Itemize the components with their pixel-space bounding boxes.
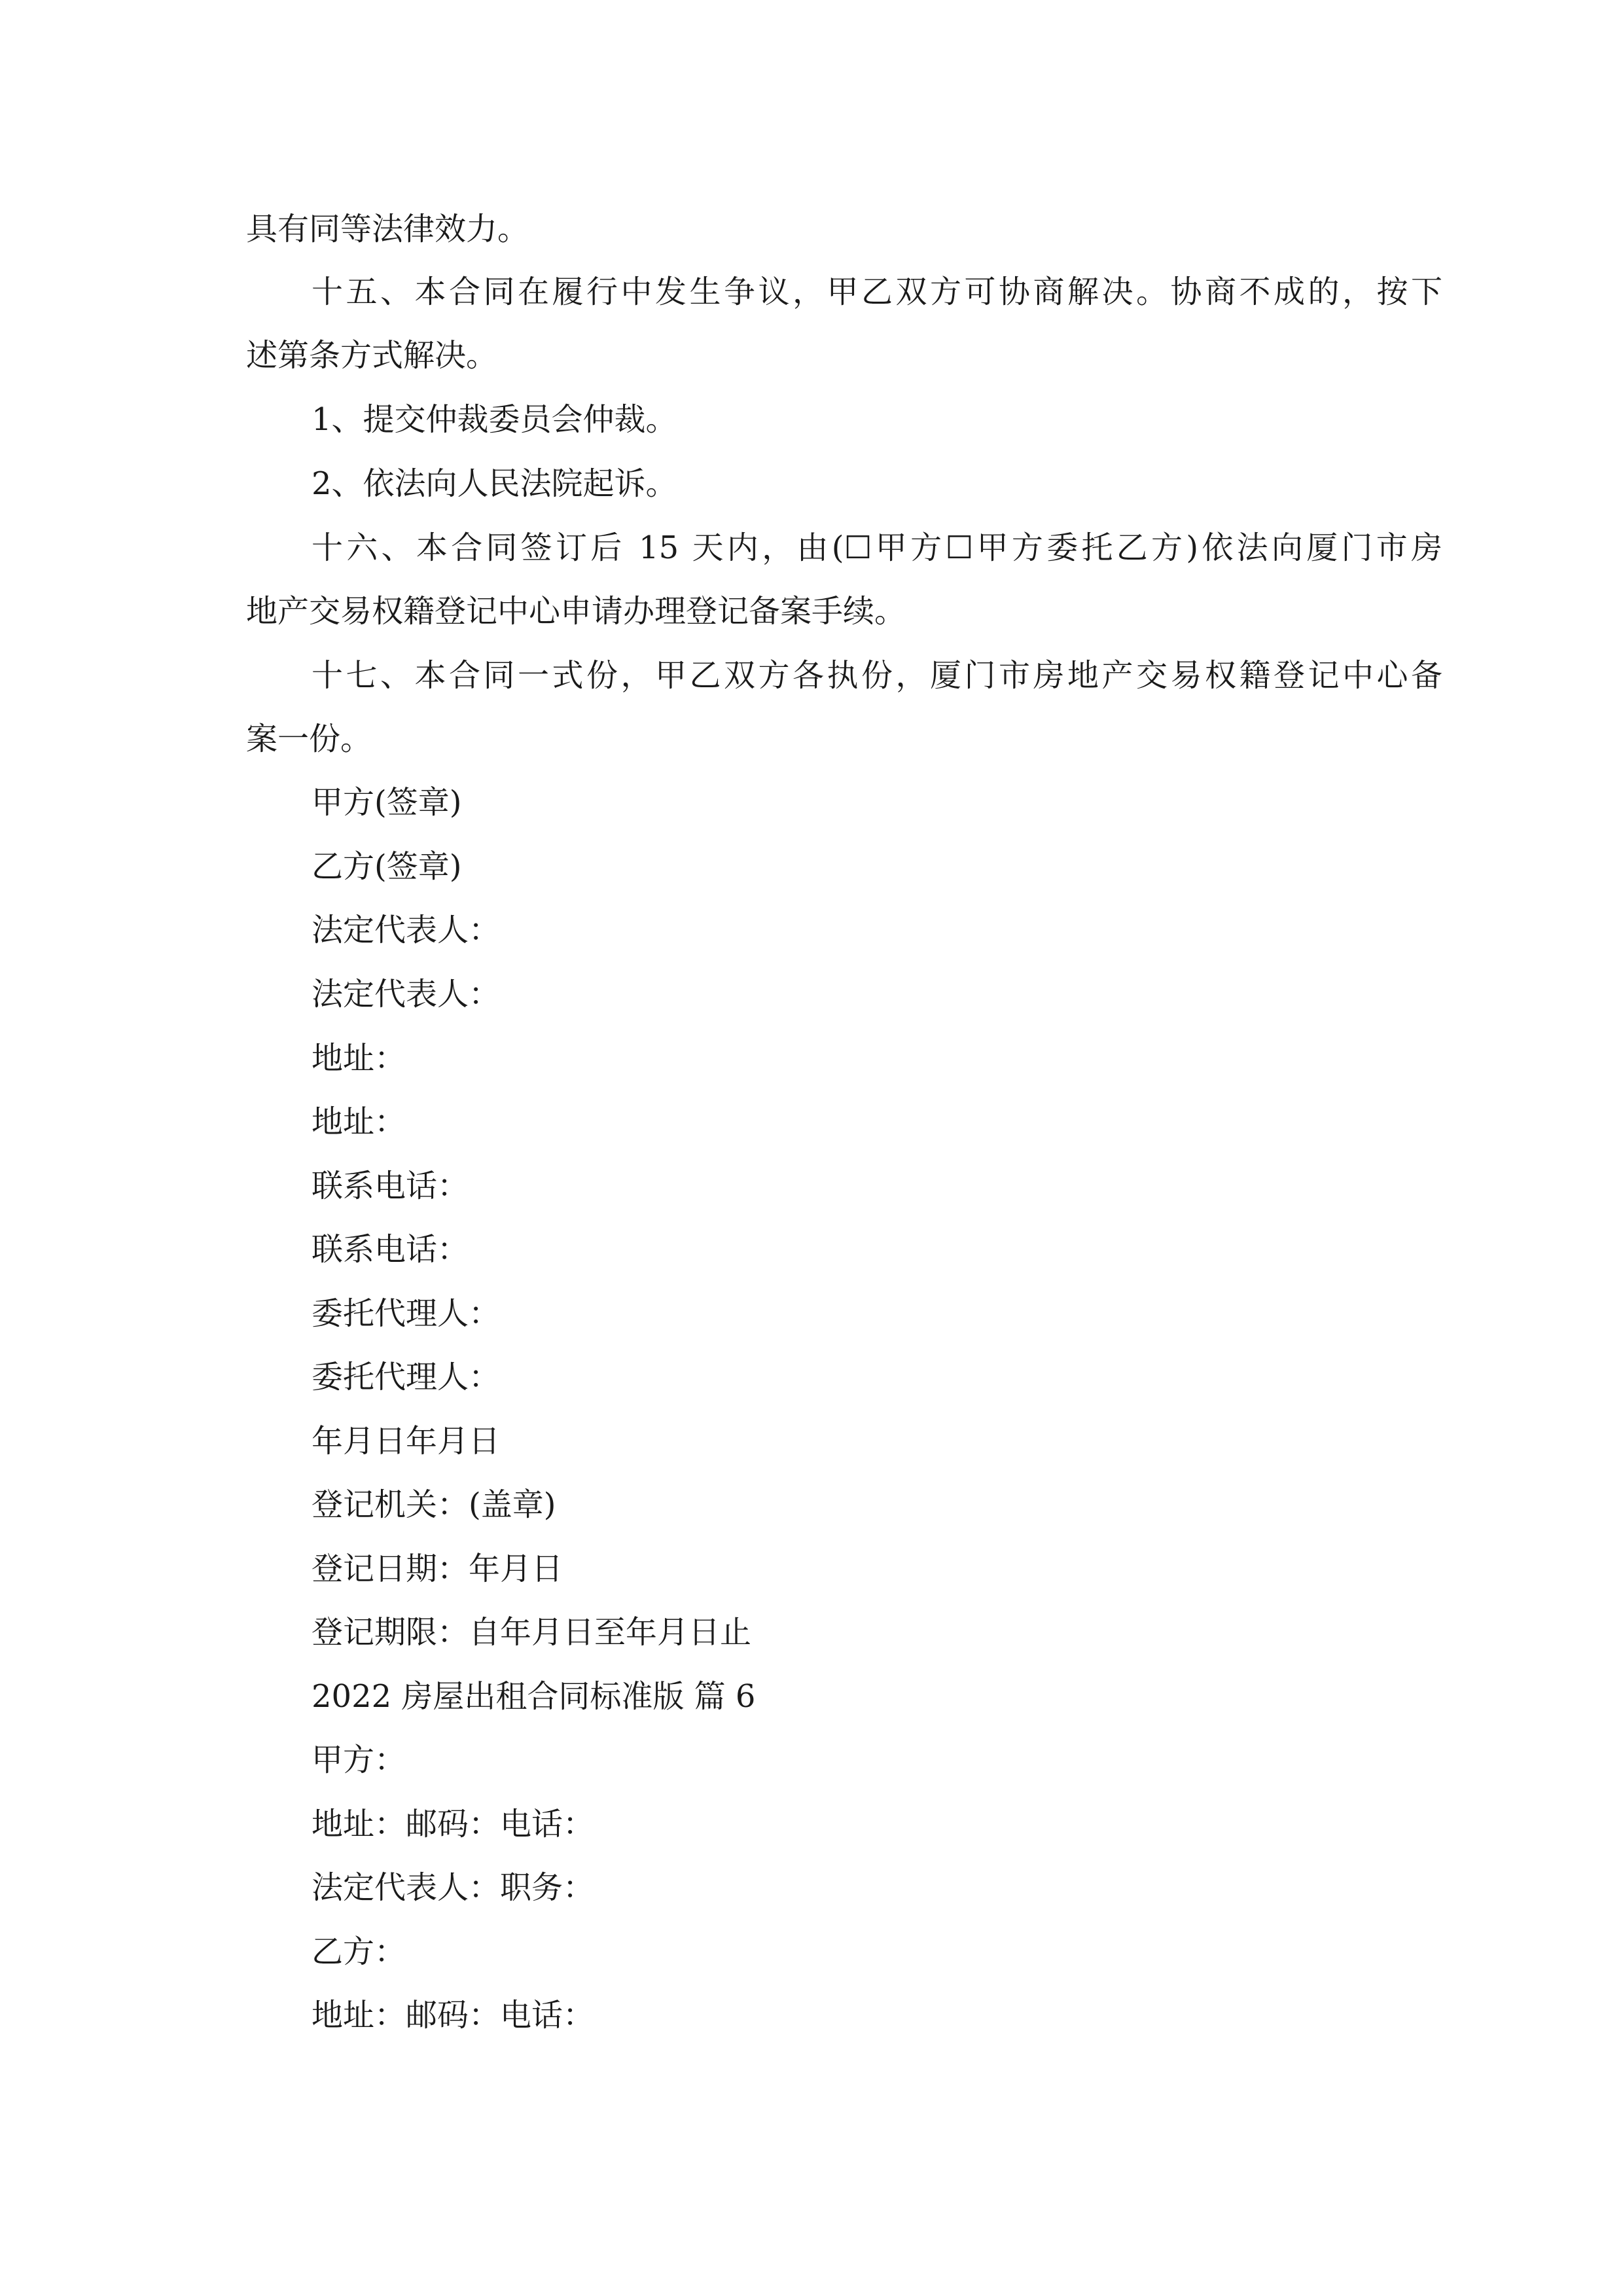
text-line-21: 登记机关：(盖章)	[312, 1486, 556, 1523]
text-line-25: 甲方：	[312, 1742, 406, 1778]
text-line-18: 委托代理人：	[312, 1295, 501, 1332]
text-line-14: 地址：	[312, 1040, 406, 1077]
text-line-6: 十六、本合同签订后 15 天内，由(☐甲方☐甲方委托乙方)依法向厦门市房	[312, 529, 1442, 566]
text-line-22: 登记日期：年月日	[312, 1551, 563, 1587]
text-line-28: 乙方：	[312, 1933, 406, 1970]
text-line-5: 2、依法向人民法院起诉。	[312, 465, 677, 502]
text-line-7: 地产交易权籍登记中心申请办理登记备案手续。	[246, 593, 906, 630]
text-line-20: 年月日年月日	[312, 1423, 501, 1460]
text-line-23: 登记期限：自年月日至年月日止	[312, 1614, 752, 1651]
text-line-29: 地址：邮码：电话：	[312, 1997, 595, 2034]
text-line-4: 1、提交仲裁委员会仲裁。	[312, 401, 677, 438]
text-line-2: 十五、本合同在履行中发生争议，甲乙双方可协商解决。协商不成的，按下	[312, 274, 1442, 310]
text-line-19: 委托代理人：	[312, 1359, 501, 1395]
text-line-12: 法定代表人：	[312, 912, 501, 948]
text-line-15: 地址：	[312, 1103, 406, 1140]
text-line-13: 法定代表人：	[312, 976, 501, 1013]
text-line-27: 法定代表人：职务：	[312, 1869, 595, 1906]
section-heading: 2022 房屋出租合同标准版 篇 6	[312, 1678, 756, 1715]
text-line-11: 乙方(签章)	[312, 848, 462, 885]
text-line-3: 述第条方式解决。	[246, 337, 498, 374]
text-line-10: 甲方(签章)	[312, 784, 462, 821]
text-line-17: 联系电话：	[312, 1231, 469, 1268]
text-line-16: 联系电话：	[312, 1168, 469, 1204]
text-line-8: 十七、本合同一式份，甲乙双方各执份，厦门市房地产交易权籍登记中心备	[312, 657, 1442, 694]
text-line-9: 案一份。	[246, 721, 372, 757]
text-line-1: 具有同等法律效力。	[246, 211, 529, 247]
text-line-26: 地址：邮码：电话：	[312, 1806, 595, 1842]
